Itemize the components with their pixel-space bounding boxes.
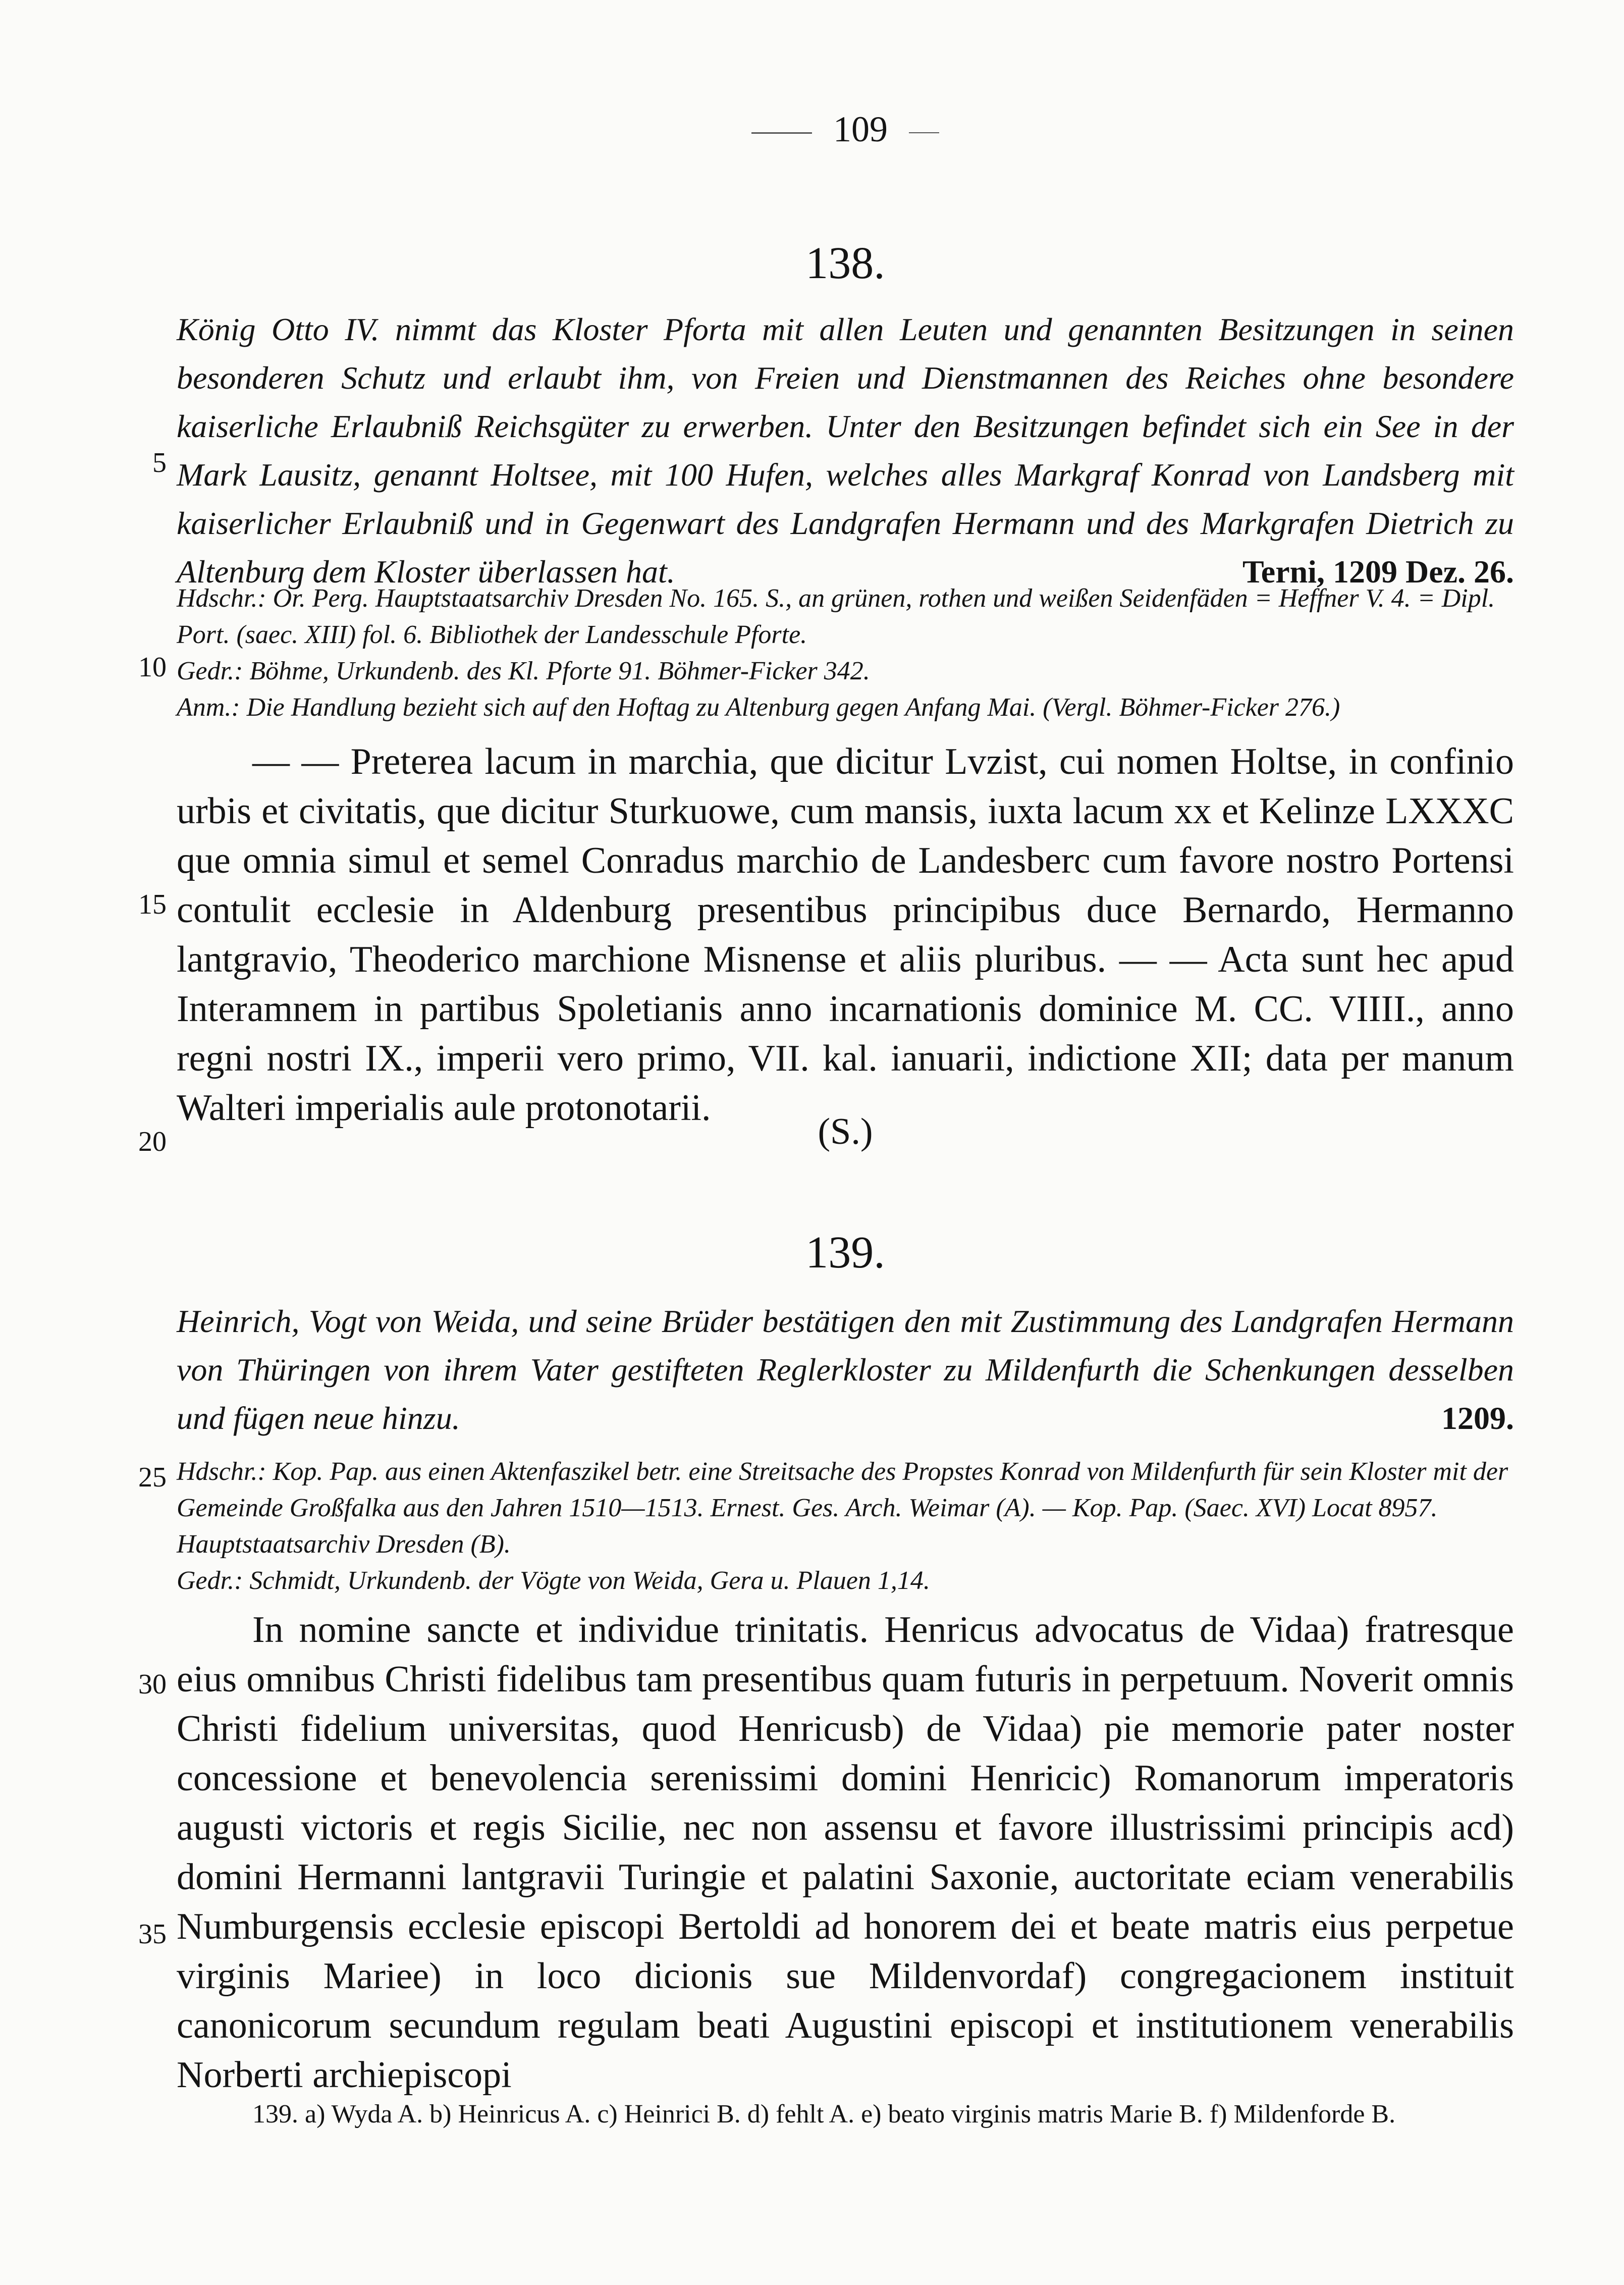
- document-number-139: 139.: [805, 1228, 885, 1278]
- page-number: 109: [833, 109, 888, 149]
- header-rule-left: [751, 132, 812, 134]
- page-header: [177, 109, 1514, 150]
- regest-138: [177, 305, 1514, 596]
- line-number: 20: [138, 1126, 167, 1157]
- line-number: 30: [138, 1669, 167, 1700]
- regest-139-text: Heinrich, Vogt von Weida, und seine Brüder bestätigen den mit Zustimmung des Landgrafen Hermann von Thüringen von ihrem Vater gestifteten Reglerkloster zu Mildenfurth die Schenkungen desselben und fügen neue hinzu.: [177, 1303, 1514, 1436]
- document-number-138: 138.: [805, 238, 885, 288]
- note-printed-139: Gedr.: Schmidt, Urkundenb. der Vögte von Weida, Gera u. Plauen 1,14.: [177, 1566, 930, 1595]
- regest-138-text: König Otto IV. nimmt das Kloster Pforta mit allen Leuten und genannten Besitzungen in seinen besonderen Schutz und erlaubt ihm, von Freien und Dienstmannen des Reiches ohne besondere kaiserliche Erlaubniß Reichsgüter zu erwerben. Unter den Besitzungen befindet sich ein See in der Mark Lausitz, genannt Holtsee, mit 100 Hufen, welches alles Markgraf Konrad von Landsberg mit kaiserlicher Erlaubniß und in Gegenwart des Landgrafen Hermann und des Markgrafen Dietrich zu Altenburg dem Kloster überlassen hat.: [177, 311, 1514, 590]
- line-number: 5: [152, 447, 167, 479]
- charter-139-paragraph: In nomine sancte et individue trinitatis. Henricus advocatus de Vidaa) fratresque eius omnibus Christi fidelibus tam presentibus quam futuris in perpetuum. Noverit omnis Christi fidelium universitas, quod Henricusb) de Vidaa) pie memorie pater noster concessione et benevolencia serenissimi domini Henricic) Romanorum imperatoris augusti victoris et regis Sicilie, nec non assensu et favore illustrissimi principis acd) domini Hermanni lantgravii Turingie et palatini Saxonie, auctoritate eciam venerabilis Numburgensis ecclesie episcopi Bertoldi ad honorem dei et beate matris eius perpetue virginis Mariee) in loco dicionis sue Mildenvordaf) congregacionem instituit canonicorum secundum regulam beati Augustini episcopi et institutionem venerabilis Norberti archiepiscopi: [177, 1609, 1514, 2096]
- seal-mark: (S.): [818, 1111, 873, 1152]
- line-number: 15: [138, 889, 167, 920]
- header-rule-right: [909, 132, 939, 133]
- line-number: 35: [138, 1919, 167, 1950]
- source-notes-139: [177, 1454, 1514, 1599]
- charter-text-139: [177, 1605, 1514, 2100]
- regest-139-date: 1209.: [1441, 1400, 1514, 1436]
- source-notes-138: [177, 580, 1514, 726]
- charter-138-paragraph: — — Preterea lacum in marchia, que dicitur Lvzist, cui nomen Holtse, in confinio urbis et civitatis, que dicitur Sturkuowe, cum mansis, iuxta lacum xx et Kelinze LXXXC que omnia simul et semel Conradus marchio de Landesberc cum favore nostro Portensi contulit ecclesie in Aldenburg presentibus principibus duce Bernardo, Hermanno lantgravio, Theoderico marchione Misnense et aliis pluribus. — — Acta sunt hec apud Interamnem in partibus Spoletianis anno incarnationis dominice M. CC. VIIII., anno regni nostri IX., imperii vero primo, VII. kal. ianuarii, indictione XII; data per manum Walteri imperialis aule protonotarii.: [177, 741, 1514, 1129]
- note-remark: Anm.: Die Handlung bezieht sich auf den Hoftag zu Altenburg gegen Anfang Mai. (Vergl. Böhmer-Ficker 276.): [177, 693, 1340, 722]
- note-manuscript: Hdschr.: Or. Perg. Hauptstaatsarchiv Dresden No. 165. S., an grünen, rothen und weißen Seidenfäden = Heffner V. 4. = Dipl. Port. (saec. XIII) fol. 6. Bibliothek der Landesschule Pforte.: [177, 584, 1495, 649]
- charter-text-138: [177, 737, 1514, 1133]
- note-printed: Gedr.: Böhme, Urkundenb. des Kl. Pforte 91. Böhmer-Ficker 342.: [177, 657, 870, 685]
- note-manuscript-139: Hdschr.: Kop. Pap. aus einen Aktenfaszikel betr. eine Streitsache des Propstes Konrad von Mildenfurth für sein Kloster mit der Gemeinde Großfalka aus den Jahren 1510—1513. Ernest. Ges. Arch. Weimar (A). — Kop. Pap. (Saec. XVI) Locat 8957. Hauptstaatsarchiv Dresden (B).: [177, 1457, 1508, 1559]
- line-number: 10: [138, 652, 167, 683]
- regest-139: [177, 1297, 1514, 1443]
- line-number: 25: [138, 1462, 167, 1493]
- footnotes-139: [177, 2095, 1514, 2134]
- footnote-text: 139. a) Wyda A. b) Heinricus A. c) Heinrici B. d) fehlt A. e) beato virginis matris Marie B. f) Mildenforde B.: [252, 2100, 1396, 2129]
- regest-138-date: Terni, 1209 Dez. 26.: [1242, 554, 1514, 590]
